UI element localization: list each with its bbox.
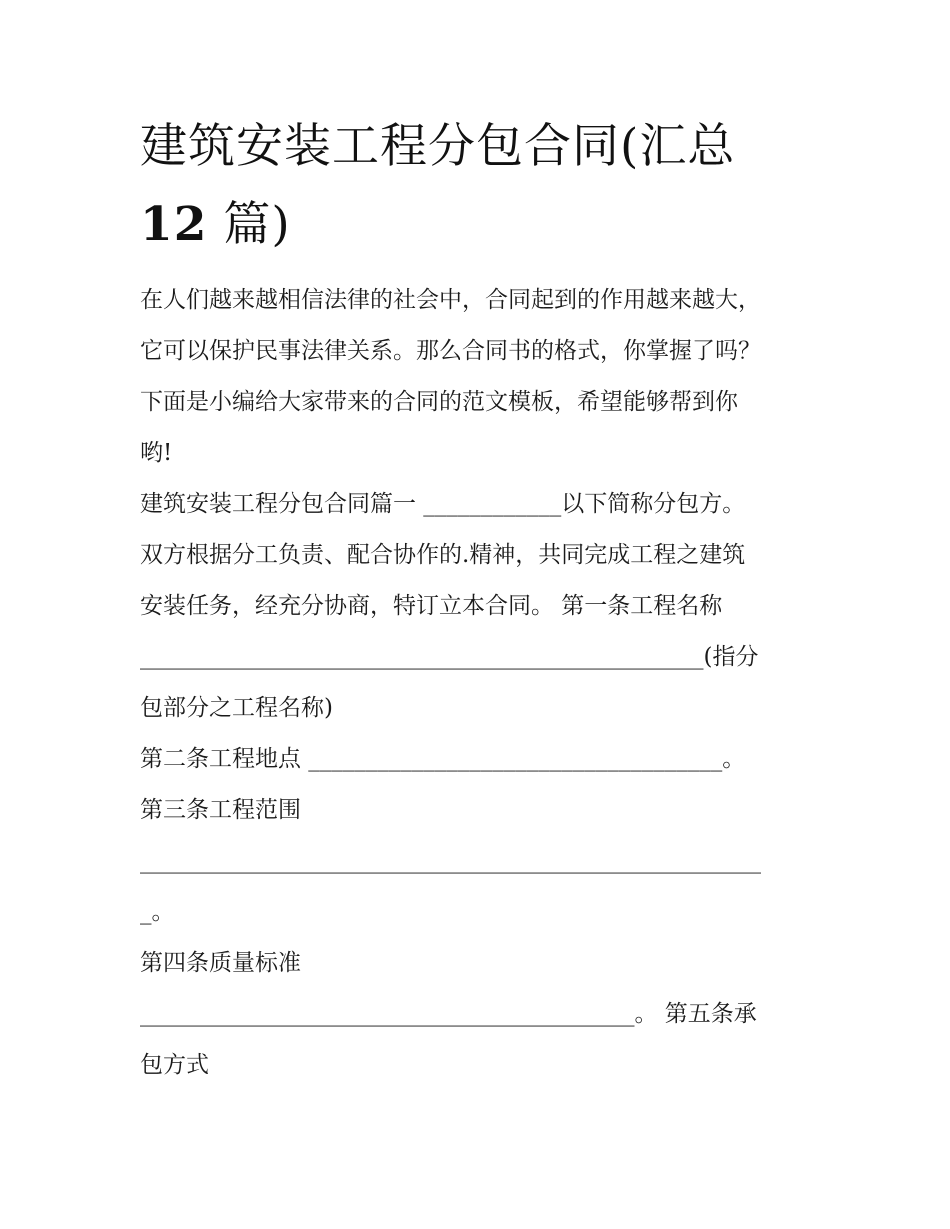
body-line: 哟! [140,440,173,466]
body-line: _________________________________________________(指分 [140,644,759,670]
body-line: 包方式 [140,1052,209,1078]
body-line: _。 [140,899,175,925]
document-body [140,275,805,1091]
body-line: 建筑安装工程分包合同篇一 ____________以下简称分包方。 [140,491,746,517]
body-line: ______________________________________________________ [140,848,761,874]
body-line: 它可以保护民事法律关系。那么合同书的格式，你掌握了吗？ [140,338,761,364]
body-line: ___________________________________________。 第五条承 [140,1001,757,1027]
body-line: 第三条工程范围 [140,797,301,823]
title-line-2: 篇) [207,197,291,252]
body-line: 下面是小编给大家带来的合同的范文模板，希望能够帮到你 [140,389,738,415]
body-line: 第二条工程地点 ____________________________________。 [140,746,746,772]
title-line-1: 建筑安装工程分包合同(汇总 [140,119,736,174]
body-line: 双方根据分工负责、配合协作的.精神，共同完成工程之建筑 [140,542,746,568]
title-number: 12 [140,197,208,252]
body-line: 包部分之工程名称) [140,695,333,721]
body-line: 安装任务，经充分协商，特订立本合同。 第一条工程名称 [140,593,723,619]
body-line: 在人们越来越相信法律的社会中，合同起到的作用越来越大， [140,287,761,313]
document-title [140,108,820,264]
body-line: 第四条质量标准 [140,950,301,976]
